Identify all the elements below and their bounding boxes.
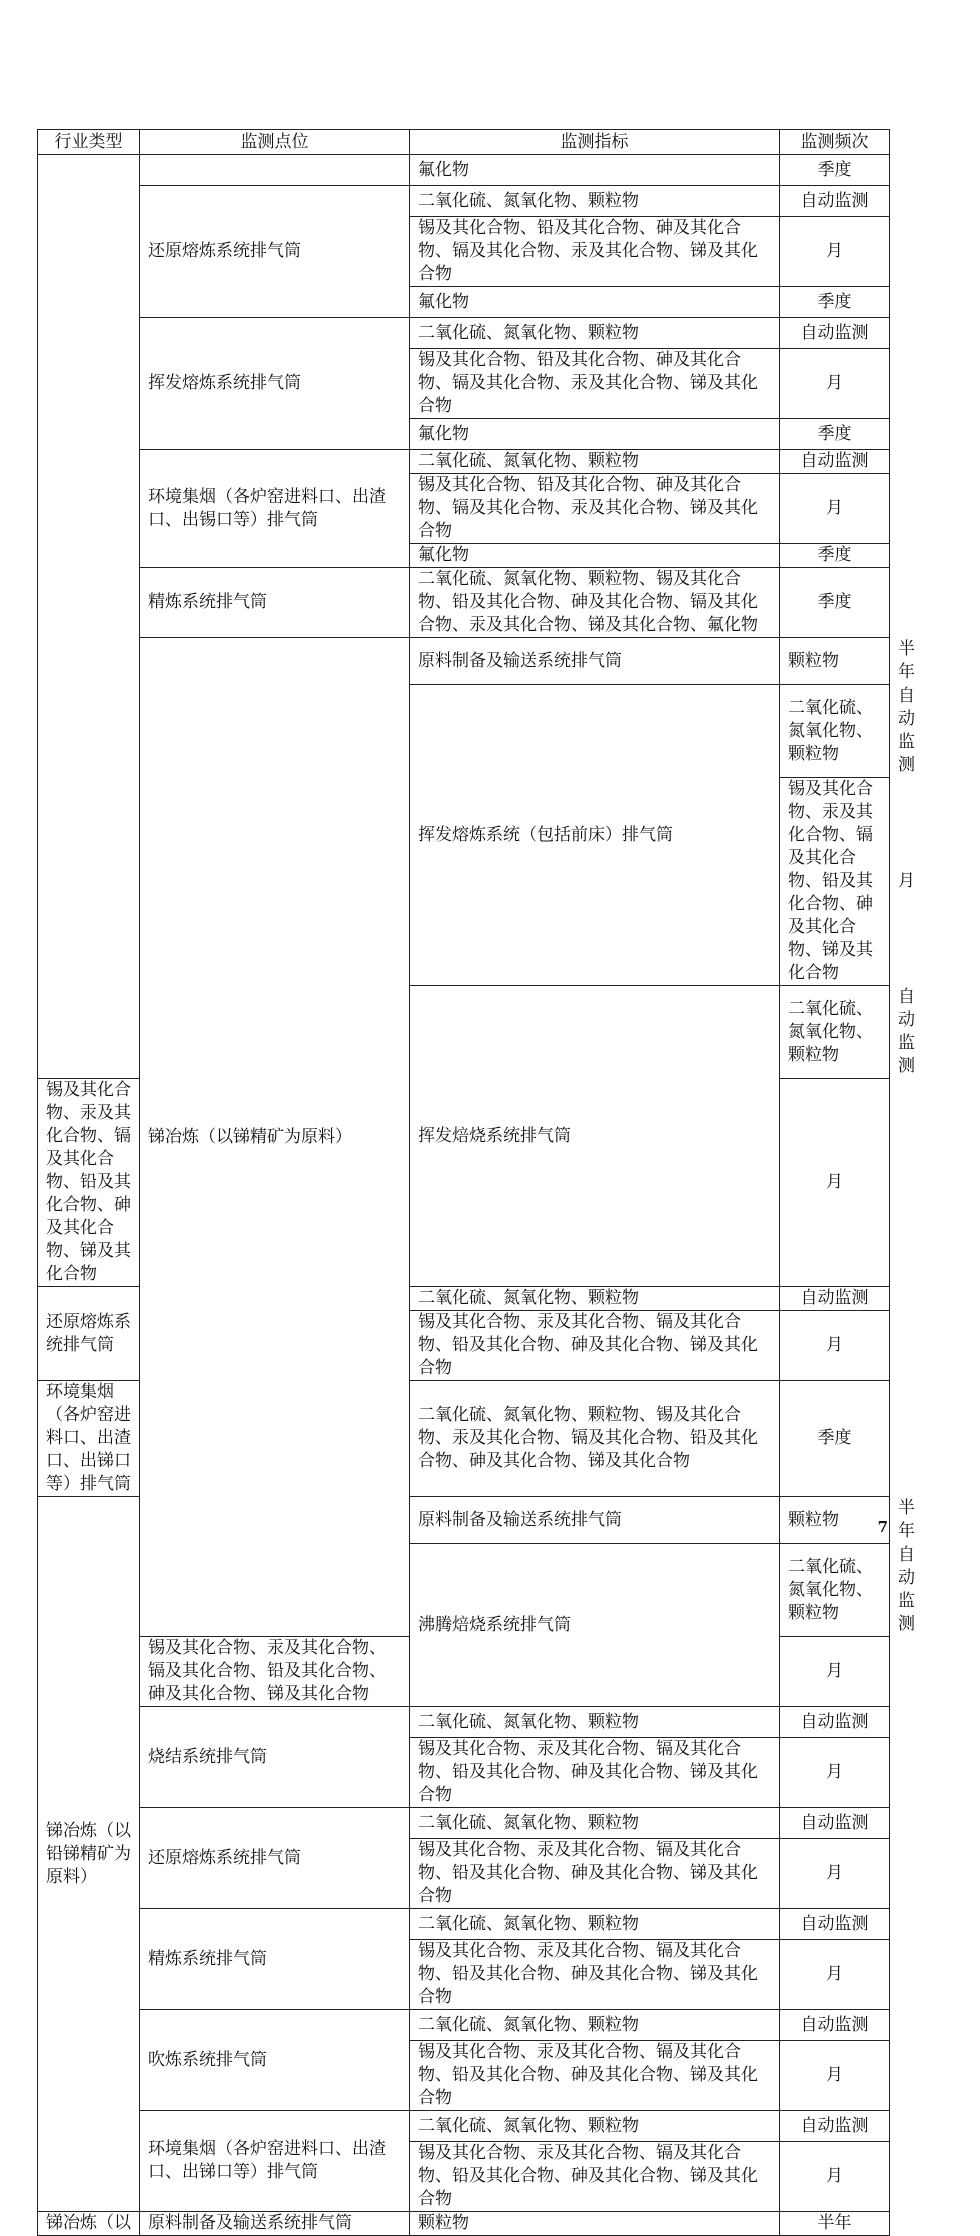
indicator-cell: 锡及其化合物、汞及其化合物、镉及其化合物、铅及其化合物、砷及其化合物、锑及其化合物 (410, 2142, 780, 2212)
header-industry: 行业类型 (38, 130, 140, 155)
header-frequency: 监测频次 (780, 130, 890, 155)
point-cell: 烧结系统排气筒 (140, 1707, 410, 1808)
page-number: 7 (877, 1518, 888, 1536)
table-row (38, 186, 890, 217)
table-row: 锡及其化合物、汞及其化合物、镉及其化合物、铅及其化合物、砷及其化合物、锑及其化合物 月 (38, 778, 890, 986)
table-row (38, 2212, 890, 2236)
indicator-cell: 二氧化硫、氮氧化物、颗粒物 (410, 186, 780, 217)
frequency-cell: 月 (780, 349, 890, 419)
frequency-cell: 月 (780, 2041, 890, 2111)
frequency-cell: 月 (780, 474, 890, 544)
point-cell: 精炼系统排气筒 (140, 1909, 410, 2010)
frequency-cell: 月 (780, 1637, 890, 1707)
table-row (38, 318, 890, 349)
indicator-cell: 二氧化硫、氮氧化物、颗粒物 (410, 1707, 780, 1738)
frequency-cell: 自动监测 (780, 186, 890, 217)
indicator-cell: 锡及其化合物、汞及其化合物、镉及其化合物、铅及其化合物、砷及其化合物、锑及其化合物 (410, 2041, 780, 2111)
indicator-cell: 氟化物 (410, 544, 780, 568)
point-cell: 还原熔炼系统排气筒 (38, 1287, 140, 1381)
point-cell: 挥发熔炼系统（包括前床）排气筒 (410, 685, 780, 986)
point-cell: 环境集烟（各炉窑进料口、出渣口、出锑口等）排气筒 (140, 2111, 410, 2212)
indicator-cell: 锡及其化合物、汞及其化合物、镉及其化合物、铅及其化合物、砷及其化合物、锑及其化合物 (140, 1637, 410, 1707)
indicator-cell: 颗粒物 (780, 638, 890, 685)
header-indicator: 监测指标 (410, 130, 780, 155)
indicator-cell: 二氧化硫、氮氧化物、颗粒物 (410, 1909, 780, 1940)
point-cell: 原料制备及输送系统排气筒 (140, 2212, 410, 2236)
indicator-cell: 二氧化硫、氮氧化物、颗粒物 (780, 685, 890, 778)
indicator-cell: 二氧化硫、氮氧化物、颗粒物 (410, 1287, 780, 1311)
header-point: 监测点位 (140, 130, 410, 155)
indicator-cell: 锡及其化合物、铅及其化合物、砷及其化合物、镉及其化合物、汞及其化合物、锑及其化合物 (410, 349, 780, 419)
indicator-cell: 颗粒物 (410, 2212, 780, 2236)
point-cell (140, 155, 410, 186)
table-row (38, 1808, 890, 1839)
industry-cell: 锑冶炼（以锑精矿为原料） (140, 638, 410, 1637)
point-cell: 挥发熔炼系统排气筒 (140, 318, 410, 450)
indicator-cell: 二氧化硫、氮氧化物、颗粒物、锡及其化合物、铅及其化合物、砷及其化合物、镉及其化合物、汞及其化合物、锑及其化合物、氟化物 (410, 568, 780, 638)
frequency-cell: 半年 (780, 2212, 890, 2236)
indicator-cell: 锡及其化合物、汞及其化合物、镉及其化合物、铅及其化合物、砷及其化合物、锑及其化合物 (410, 1839, 780, 1909)
table-row (38, 1707, 890, 1738)
table-row: 挥发焙烧系统排气筒 二氧化硫、氮氧化物、颗粒物 自动监测 (38, 986, 890, 1079)
indicator-cell: 锡及其化合物、铅及其化合物、砷及其化合物、镉及其化合物、汞及其化合物、锑及其化合物 (410, 474, 780, 544)
frequency-cell: 自动监测 (780, 1287, 890, 1311)
indicator-cell: 锡及其化合物、汞及其化合物、镉及其化合物、铅及其化合物、砷及其化合物、锑及其化合物 (38, 1079, 140, 1287)
frequency-cell: 自动监测 (780, 1808, 890, 1839)
frequency-cell: 月 (780, 1079, 890, 1287)
indicator-cell: 锡及其化合物、铅及其化合物、砷及其化合物、镉及其化合物、汞及其化合物、锑及其化合物 (410, 217, 780, 287)
indicator-cell: 氟化物 (410, 287, 780, 318)
indicator-cell: 二氧化硫、氮氧化物、颗粒物 (410, 2111, 780, 2142)
point-cell: 精炼系统排气筒 (140, 568, 410, 638)
point-cell: 挥发焙烧系统排气筒 (410, 986, 780, 1287)
frequency-cell: 月 (780, 1738, 890, 1808)
point-cell: 环境集烟（各炉窑进料口、出渣口、出锑口等）排气筒 (38, 1381, 140, 1497)
indicator-cell: 二氧化硫、氮氧化物、颗粒物 (410, 2010, 780, 2041)
frequency-cell: 自动监测 (780, 318, 890, 349)
indicator-cell: 锡及其化合物、汞及其化合物、镉及其化合物、铅及其化合物、砷及其化合物、锑及其化合物 (780, 778, 890, 986)
point-cell: 沸腾焙烧系统排气筒 (410, 1544, 780, 1707)
table-row (38, 1909, 890, 1940)
table-row: 锑冶炼（以锑精矿为原料） 原料制备及输送系统排气筒 颗粒物 半年 (38, 638, 890, 685)
frequency-cell: 月 (780, 1839, 890, 1909)
table-row (38, 568, 890, 638)
indicator-cell: 锡及其化合物、汞及其化合物、镉及其化合物、铅及其化合物、砷及其化合物、锑及其化合物 (410, 1311, 780, 1381)
industry-cell: 锑冶炼（以铅锑精矿为原料） (38, 1497, 140, 2212)
table-row: 沸腾焙烧系统排气筒 二氧化硫、氮氧化物、颗粒物 自动监测 (38, 1544, 890, 1637)
table-row: 锑冶炼（以铅锑精矿为原料） 原料制备及输送系统排气筒 颗粒物 半年 (38, 1497, 890, 1544)
indicator-cell: 锡及其化合物、汞及其化合物、镉及其化合物、铅及其化合物、砷及其化合物、锑及其化合物 (410, 1940, 780, 2010)
indicator-cell: 氟化物 (410, 419, 780, 450)
frequency-cell: 月 (780, 1311, 890, 1381)
frequency-cell: 自动监测 (780, 1707, 890, 1738)
point-cell: 还原熔炼系统排气筒 (140, 186, 410, 318)
indicator-cell: 二氧化硫、氮氧化物、颗粒物 (780, 1544, 890, 1637)
table-row (38, 2010, 890, 2041)
frequency-cell: 自动监测 (780, 2111, 890, 2142)
frequency-cell: 季度 (780, 155, 890, 186)
frequency-cell: 季度 (780, 419, 890, 450)
frequency-cell: 月 (780, 2142, 890, 2212)
frequency-cell: 月 (780, 1940, 890, 2010)
point-cell: 环境集烟（各炉窑进料口、出渣口、出锡口等）排气筒 (140, 450, 410, 568)
table-row (38, 155, 890, 186)
frequency-cell: 自动监测 (780, 2010, 890, 2041)
frequency-cell: 季度 (780, 287, 890, 318)
frequency-cell: 自动监测 (780, 450, 890, 474)
indicator-cell: 氟化物 (410, 155, 780, 186)
indicator-cell: 锡及其化合物、汞及其化合物、镉及其化合物、铅及其化合物、砷及其化合物、锑及其化合物 (410, 1738, 780, 1808)
indicator-cell: 二氧化硫、氮氧化物、颗粒物、锡及其化合物、汞及其化合物、镉及其化合物、铅及其化合物、砷及其化合物、锑及其化合物 (410, 1381, 780, 1497)
point-cell: 吹炼系统排气筒 (140, 2010, 410, 2111)
frequency-cell: 季度 (780, 1381, 890, 1497)
table-row: 挥发熔炼系统（包括前床）排气筒 二氧化硫、氮氧化物、颗粒物 自动监测 (38, 685, 890, 778)
table-row (38, 2111, 890, 2142)
indicator-cell: 二氧化硫、氮氧化物、颗粒物 (780, 986, 890, 1079)
frequency-cell: 季度 (780, 544, 890, 568)
point-cell: 还原熔炼系统排气筒 (140, 1808, 410, 1909)
point-cell: 原料制备及输送系统排气筒 (410, 1497, 780, 1544)
frequency-cell: 月 (780, 217, 890, 287)
point-cell: 原料制备及输送系统排气筒 (410, 638, 780, 685)
indicator-cell: 二氧化硫、氮氧化物、颗粒物 (410, 1808, 780, 1839)
indicator-cell: 二氧化硫、氮氧化物、颗粒物 (410, 318, 780, 349)
industry-cell (38, 155, 140, 1079)
table-row (38, 450, 890, 474)
industry-cell: 锑冶炼（以 (38, 2212, 140, 2236)
frequency-cell: 自动监测 (780, 1909, 890, 1940)
indicator-cell: 二氧化硫、氮氧化物、颗粒物 (410, 450, 780, 474)
frequency-cell: 季度 (780, 568, 890, 638)
table-header-row (38, 130, 890, 155)
indicator-cell: 颗粒物 (780, 1497, 890, 1544)
monitoring-table (37, 129, 915, 2236)
